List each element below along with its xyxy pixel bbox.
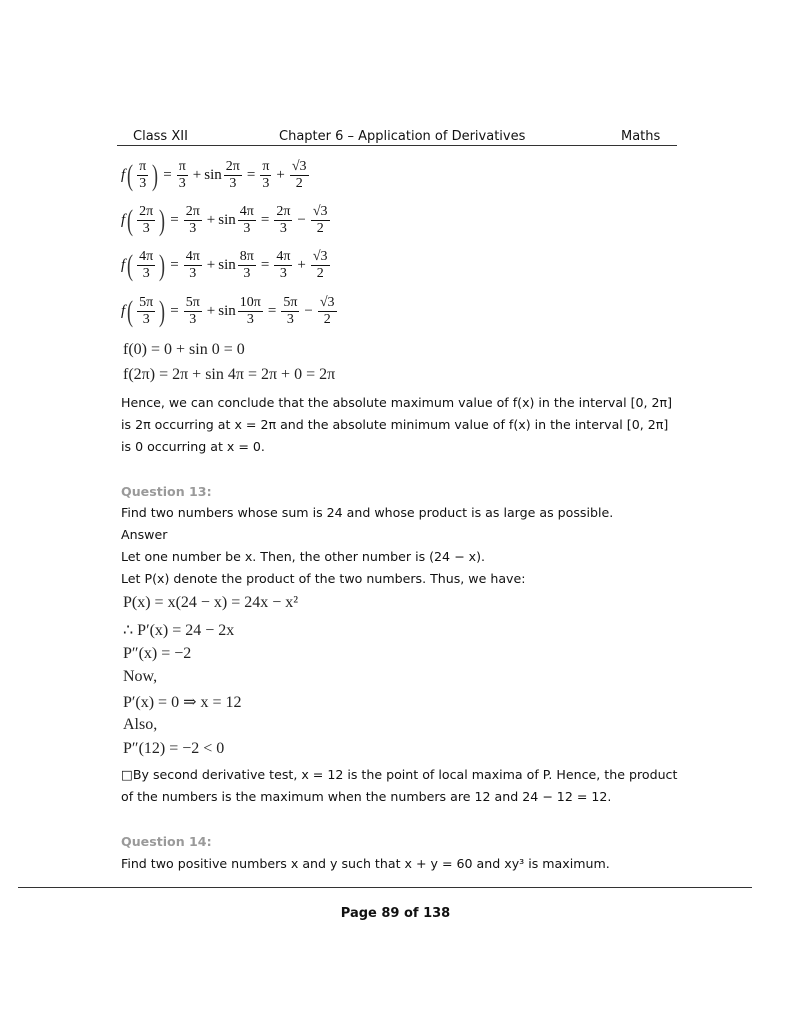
header-chapter: Chapter 6 – Application of Derivatives — [279, 129, 526, 144]
equals-sign: = — [260, 257, 270, 273]
sin-argument-fraction-denominator: 3 — [243, 221, 251, 236]
term-fraction-denominator: 3 — [189, 312, 197, 327]
math-critical-point: P′(x) = 0 ⇒ x = 12 — [123, 694, 242, 711]
term-fraction-numerator: 5π — [185, 295, 200, 310]
term-fraction-numerator: π — [178, 159, 186, 174]
term-fraction-denominator: 3 — [189, 266, 197, 281]
argument-fraction-numerator: 4π — [139, 249, 154, 264]
argument-fraction — [137, 205, 155, 236]
conclusion-line-3: is 0 occurring at x = 0. — [121, 439, 265, 454]
question-13-heading: Question 13: — [121, 484, 212, 499]
math-second-derivative: P″(x) = −2 — [123, 645, 192, 662]
term-fraction — [184, 250, 202, 281]
root-fraction-denominator: 2 — [295, 176, 303, 191]
right-paren: ) — [159, 294, 166, 328]
argument-fraction-denominator: 3 — [142, 221, 150, 236]
answer-line-1: Let one number be x. Then, the other number is (24 − x). — [121, 549, 486, 564]
math-also: Also, — [123, 716, 158, 733]
root-fraction — [318, 296, 337, 327]
result-fraction — [260, 160, 271, 191]
plus-sign: + — [192, 167, 202, 183]
result-fraction-denominator: 3 — [279, 266, 287, 281]
sin-label: sin — [204, 167, 222, 183]
term-fraction-denominator: 3 — [178, 176, 186, 191]
argument-fraction-numerator: π — [139, 159, 147, 174]
question-13-text: Find two numbers whose sum is 24 and whose product is as large as possible. — [121, 505, 614, 520]
root-fraction-denominator: 2 — [316, 221, 324, 236]
root-fraction-numerator: √3 — [319, 295, 335, 310]
evaluation-row — [121, 205, 332, 236]
eval-f-two-pi: f(2π) = 2π + sin 4π = 2π + 0 = 2π — [123, 366, 336, 383]
sin-argument-fraction — [238, 250, 256, 281]
math-second-derivative-test: P″(12) = −2 < 0 — [123, 740, 225, 757]
right-paren: ) — [159, 203, 166, 237]
answer-label: Answer — [121, 527, 168, 542]
header-subject: Maths — [621, 129, 661, 144]
root-fraction-numerator: √3 — [312, 249, 328, 264]
sign: − — [304, 303, 313, 319]
plus-sign: + — [206, 212, 216, 228]
result-fraction — [274, 205, 292, 236]
term-fraction — [177, 160, 188, 191]
evaluation-row — [121, 296, 339, 327]
sin-argument-fraction — [238, 205, 256, 236]
argument-fraction-numerator: 5π — [139, 295, 154, 310]
root-fraction — [311, 205, 330, 236]
term-fraction-numerator: 2π — [185, 204, 200, 219]
page-number: Page 89 of 138 — [340, 906, 451, 921]
conclusion-paragraph — [121, 392, 681, 458]
sin-argument-fraction — [224, 160, 242, 191]
equals-sign: = — [163, 167, 172, 183]
plus-sign: + — [206, 303, 216, 319]
right-paren: ) — [159, 248, 166, 282]
evaluation-row — [121, 160, 311, 191]
sin-label: sin — [218, 212, 236, 228]
function-symbol: f — [121, 257, 126, 273]
root-fraction-numerator: √3 — [312, 204, 328, 219]
sign: + — [276, 167, 285, 183]
sign: + — [297, 257, 306, 273]
sin-argument-fraction-numerator: 2π — [225, 159, 240, 174]
argument-fraction — [137, 160, 148, 191]
math-now: Now, — [123, 668, 158, 685]
sin-argument-fraction — [238, 296, 263, 327]
result-fraction-denominator: 3 — [279, 221, 287, 236]
conclusion-line-2: is 2π occurring at x = 2π and the absolute minimum value of f(x) in the interval [0, 2π] — [121, 417, 669, 432]
left-paren: ( — [127, 294, 134, 328]
sin-argument-fraction-numerator: 10π — [239, 295, 261, 310]
sin-label: sin — [218, 303, 236, 319]
term-fraction — [184, 205, 202, 236]
argument-fraction — [137, 296, 155, 327]
equals-sign: = — [170, 212, 179, 228]
sign: − — [297, 212, 306, 228]
result-fraction-numerator: 2π — [276, 204, 291, 219]
eval-f-zero: f(0) = 0 + sin 0 = 0 — [123, 341, 245, 358]
result-fraction-numerator: π — [262, 159, 270, 174]
footer-divider — [18, 887, 752, 888]
header-class: Class XII — [133, 129, 188, 144]
sin-argument-fraction-numerator: 4π — [239, 204, 254, 219]
question-13-conclusion — [121, 764, 681, 808]
left-paren: ( — [127, 203, 134, 237]
result-fraction-numerator: 4π — [276, 249, 291, 264]
root-fraction — [290, 160, 309, 191]
root-fraction-denominator: 2 — [323, 312, 331, 327]
argument-fraction-denominator: 3 — [139, 176, 147, 191]
result-fraction-denominator: 3 — [286, 312, 294, 327]
term-fraction-denominator: 3 — [189, 221, 197, 236]
argument-fraction — [137, 250, 155, 281]
answer-line-2: Let P(x) denote the product of the two numbers. Thus, we have: — [121, 571, 526, 586]
argument-fraction-numerator: 2π — [139, 204, 154, 219]
result-fraction — [281, 296, 299, 327]
equals-sign: = — [246, 167, 256, 183]
equals-sign: = — [267, 303, 277, 319]
sin-argument-fraction-denominator: 3 — [229, 176, 237, 191]
conclusion-line-1: Hence, we can conclude that the absolute maximum value of f(x) in the interval [0, 2π] — [121, 395, 673, 410]
question-13-body — [121, 502, 681, 590]
q13-conclusion-line-2: of the numbers is the maximum when the numbers are 12 and 24 − 12 = 12. — [121, 789, 612, 804]
term-fraction — [184, 296, 202, 327]
equals-sign: = — [170, 303, 179, 319]
evaluation-row — [121, 250, 332, 281]
root-fraction — [311, 250, 330, 281]
term-fraction-numerator: 4π — [185, 249, 200, 264]
question-14-heading: Question 14: — [121, 834, 212, 849]
sin-label: sin — [218, 257, 236, 273]
left-paren: ( — [127, 248, 134, 282]
function-symbol: f — [121, 167, 126, 183]
root-fraction-numerator: √3 — [291, 159, 307, 174]
header-divider — [117, 145, 677, 146]
root-fraction-denominator: 2 — [316, 266, 324, 281]
sin-argument-fraction-numerator: 8π — [239, 249, 254, 264]
sin-argument-fraction-denominator: 3 — [243, 266, 251, 281]
question-14-text: Find two positive numbers x and y such that x + y = 60 and xy³ is maximum. — [121, 856, 610, 871]
function-symbol: f — [121, 212, 126, 228]
math-first-derivative: ∴ P′(x) = 24 − 2x — [123, 622, 235, 639]
equals-sign: = — [260, 212, 270, 228]
argument-fraction-denominator: 3 — [142, 266, 150, 281]
left-paren: ( — [127, 158, 134, 192]
right-paren: ) — [152, 158, 159, 192]
result-fraction-denominator: 3 — [262, 176, 270, 191]
plus-sign: + — [206, 257, 216, 273]
function-symbol: f — [121, 303, 126, 319]
equals-sign: = — [170, 257, 179, 273]
q13-conclusion-line-1: □By second derivative test, x = 12 is the point of local maxima of P. Hence, the product — [121, 767, 678, 782]
result-fraction — [274, 250, 292, 281]
math-product: P(x) = x(24 − x) = 24x − x² — [123, 594, 299, 611]
result-fraction-numerator: 5π — [283, 295, 298, 310]
sin-argument-fraction-denominator: 3 — [246, 312, 254, 327]
argument-fraction-denominator: 3 — [142, 312, 150, 327]
